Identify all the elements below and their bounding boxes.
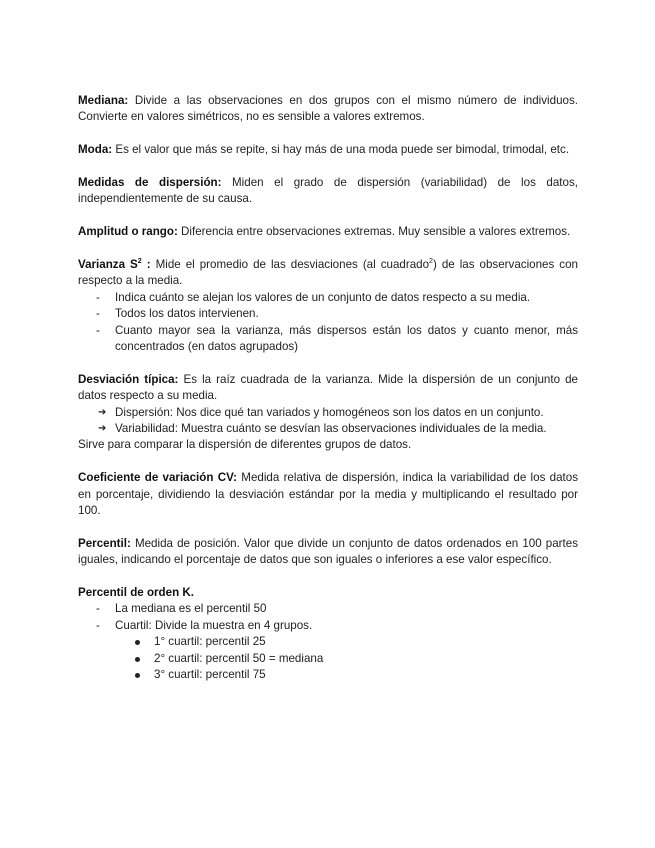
amplitud-term: Amplitud o rango: — [78, 225, 178, 239]
document-page — [78, 93, 578, 684]
desviacion-list — [78, 405, 578, 438]
list-item: - Cuartil: Divide la muestra en 4 grupos. — [96, 618, 313, 632]
percentil-term: Percentil: — [78, 536, 131, 550]
varianza-list — [78, 290, 578, 356]
bullet-icon — [135, 657, 140, 662]
cuartil-list — [78, 634, 578, 683]
list-item: - La mediana es el percentil 50 — [96, 602, 267, 616]
list-item: - Todos los datos intervienen. — [96, 307, 259, 321]
list-item: 1° cuartil: percentil 25 — [78, 634, 578, 650]
moda-text: Es el valor que más se repite, si hay más de una moda puede ser bimodal, trimodal, etc. — [112, 143, 570, 157]
list-item: 3° cuartil: percentil 75 — [78, 667, 578, 683]
list-item: - Indica cuánto se alejan los valores de un conjunto de datos respecto a su media. — [96, 290, 531, 304]
varianza-term: Varianza $S^2$ : — [78, 258, 151, 271]
moda-term: Moda: — [78, 143, 113, 157]
list-item: ➔ Variabilidad: Muestra cuánto se desvían las observaciones individuales de la media. — [78, 421, 578, 437]
arrow-icon: ➔ — [98, 406, 107, 418]
varianza-paragraph — [78, 257, 578, 290]
amplitud-text: Diferencia entre observaciones extremas. Muy sensible a valores extremos. — [177, 225, 571, 239]
percentil-k-list — [78, 601, 578, 634]
percentil-text: Medida de posición. Valor que divide un conjunto de datos ordenados en 100 partes iguales, indicando el porcentaje de datos que son iguales o inferiores a ese valor específico. — [78, 536, 578, 567]
list-item: ➔ Dispersión: Nos dice qué tan variados y homogéneos son los datos en un conjunto. — [78, 405, 578, 421]
dispersion-text: Miden el grado de dispersión (variabilidad) de los datos, independientemente de su causa. — [78, 176, 578, 206]
arrow-icon: ➔ — [98, 423, 107, 435]
bullet-icon — [135, 673, 140, 678]
desviacion-paragraph — [78, 372, 578, 405]
desviacion-text: Es la raíz cuadrada de la varianza. Mide la dispersión de un conjunto de datos respecto a su media. — [78, 372, 578, 403]
bullet-icon — [135, 640, 140, 645]
amplitud-paragraph — [78, 224, 578, 240]
list-item: - Cuanto mayor sea la varianza, más dispersos están los datos y cuanto menor, más concentrados (en datos agrupados) — [96, 323, 578, 354]
mediana-text: Divide a las observaciones en dos grupos con el mismo número de individuos. Convierte en valores simétricos, no es sensible a valores extremos. — [78, 94, 578, 124]
coeficiente-text: Medida relativa de dispersión, indica la variabilidad de los datos en porcentaje, dividiendo la desviación estándar por la media y multiplicando el resultado por 100. — [78, 471, 578, 518]
coeficiente-term: Coeficiente de variación CV: — [78, 471, 238, 485]
varianza-text: Mide el promedio de las desviaciones (al cuadrado$^2$) de las observaciones con respecto a la media. — [78, 258, 578, 288]
dispersion-paragraph — [78, 175, 578, 208]
desviacion-term: Desviación típica: — [78, 372, 179, 386]
percentil-paragraph — [78, 536, 578, 569]
mediana-paragraph — [78, 93, 578, 126]
moda-paragraph — [78, 142, 578, 158]
desviacion-after: Sirve para comparar la dispersión de diferentes grupos de datos. — [78, 438, 412, 452]
list-item: 2° cuartil: percentil 50 = mediana — [78, 651, 578, 667]
coeficiente-paragraph — [78, 470, 578, 519]
dispersion-term: Medidas de dispersión: — [78, 176, 222, 189]
percentil-k-heading: Percentil de orden K. — [78, 586, 194, 600]
mediana-term: Mediana: — [78, 94, 129, 107]
